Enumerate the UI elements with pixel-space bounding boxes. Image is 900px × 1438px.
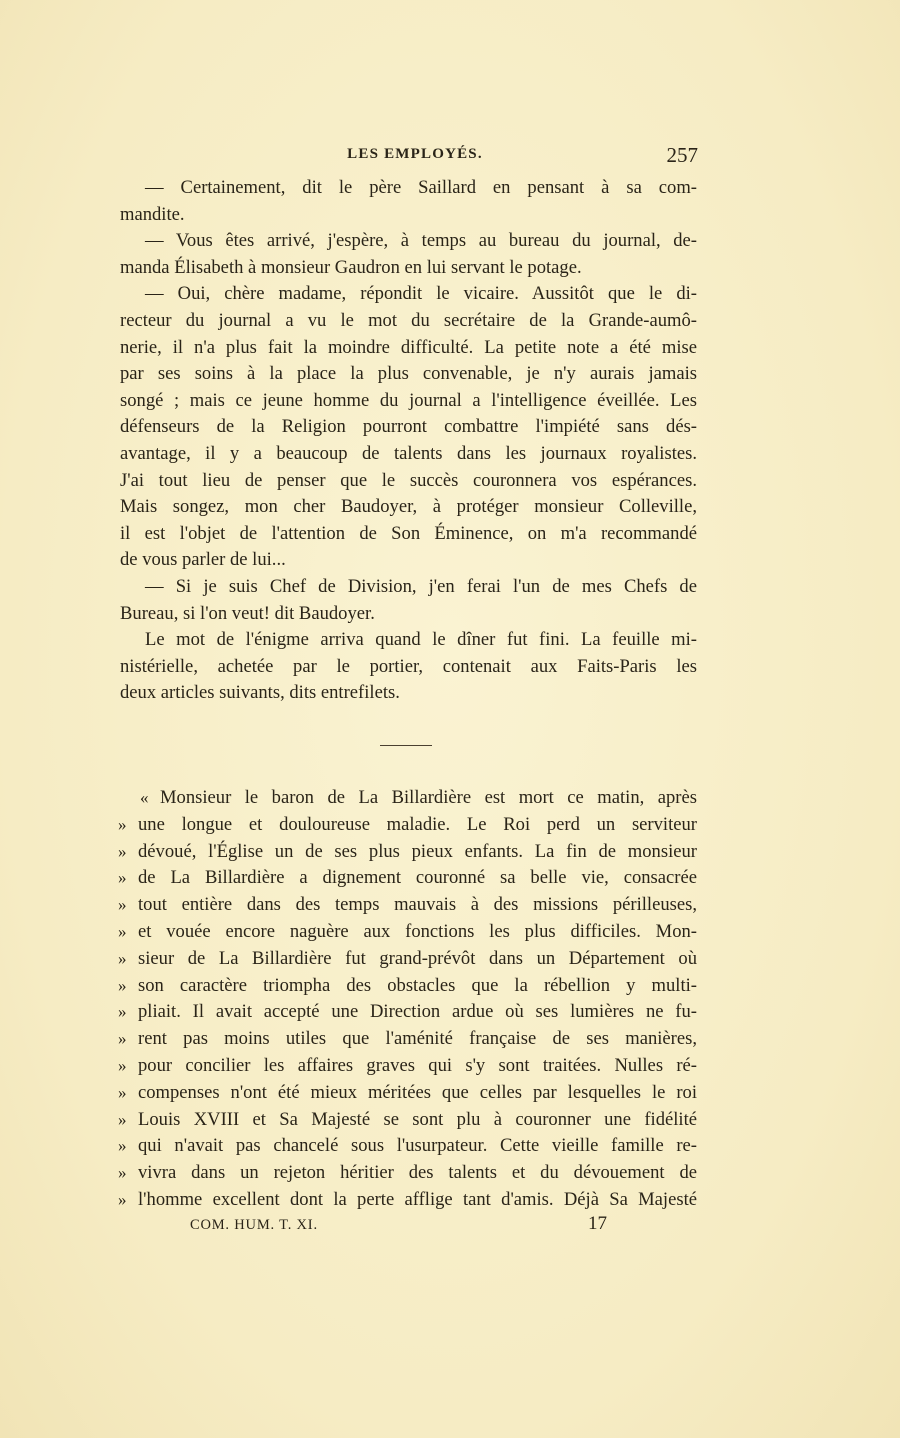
running-title: LES EMPLOYÉS. bbox=[347, 146, 483, 162]
section-divider bbox=[380, 745, 432, 746]
quote-line: de La Billardière a dignement couronné sa belle vie, consacrée bbox=[138, 867, 697, 889]
quote-mark: « bbox=[140, 788, 149, 807]
quote-mark: » bbox=[118, 814, 127, 834]
text-line: — Oui, chère madame, répondit le vicaire. Aussitôt que le di- bbox=[145, 283, 697, 305]
quote-mark: » bbox=[118, 1190, 127, 1209]
quote-mark: » bbox=[118, 1136, 127, 1156]
quote-mark: » bbox=[118, 1056, 127, 1075]
quote-line: une longue et douloureuse maladie. Le Roi perd un serviteur bbox=[138, 813, 697, 835]
quote-mark: » bbox=[118, 841, 127, 861]
footer-signature: COM. HUM. T. XI. bbox=[190, 1217, 318, 1233]
quote-line: son caractère triompha des obstacles que la rébellion y multi- bbox=[138, 974, 697, 996]
text-line: mandite. bbox=[120, 203, 185, 225]
quote-line: qui n'avait pas chancelé sous l'usurpateur. Cette vieille famille re- bbox=[138, 1135, 697, 1157]
text-line: défenseurs de la Religion pourront combattre l'impiété sans dés- bbox=[120, 416, 697, 438]
quote-line: rent pas moins utiles que l'aménité française de ses manières, bbox=[138, 1028, 697, 1050]
text-line: Bureau, si l'on veut! dit Baudoyer. bbox=[120, 602, 375, 624]
quote-mark: » bbox=[118, 975, 127, 995]
text-line: manda Élisabeth à monsieur Gaudron en lui servant le potage. bbox=[120, 256, 582, 278]
quote-line: tout entière dans des temps mauvais à des missions périlleuses, bbox=[138, 894, 697, 916]
quote-mark: » bbox=[118, 895, 127, 915]
quote-line: et vouée encore naguère aux fonctions les plus difficiles. Mon- bbox=[138, 921, 697, 942]
text-line: il est l'objet de l'attention de Son Éminence, on m'a recommandé bbox=[120, 522, 697, 544]
quote-mark: » bbox=[118, 1029, 127, 1049]
text-line: nerie, il n'a plus fait la moindre difficulté. La petite note a été mise bbox=[120, 336, 697, 358]
page-number: 257 bbox=[666, 143, 698, 167]
text-line: par ses soins à la place la plus convenable, je n'y aurais jamais bbox=[120, 363, 697, 385]
text-line: avantage, il y a beaucoup de talents dans les journaux royalistes. bbox=[120, 443, 697, 464]
quote-line: pour concilier les affaires graves qui s'y sont traitées. Nulles ré- bbox=[138, 1055, 697, 1076]
text-line: songé ; mais ce jeune homme du journal a l'intelligence éveillée. Les bbox=[120, 389, 697, 411]
text-line: — Vous êtes arrivé, j'espère, à temps au bureau du journal, de- bbox=[145, 230, 697, 252]
quote-mark: » bbox=[118, 948, 127, 968]
quote-mark: » bbox=[118, 1163, 127, 1183]
text-line: recteur du journal a vu le mot du secrétaire de la Grande-aumô- bbox=[120, 310, 697, 331]
quote-line: compenses n'ont été mieux méritées que celles par lesquelles le roi bbox=[138, 1081, 697, 1103]
quote-mark: » bbox=[118, 922, 127, 941]
quote-line: pliait. Il avait accepté une Direction ardue où ses lumières ne fu- bbox=[138, 1001, 697, 1023]
text-line: deux articles suivants, dits entrefilets. bbox=[120, 682, 400, 704]
text-line: Mais songez, mon cher Baudoyer, à protéger monsieur Colleville, bbox=[120, 496, 697, 518]
quote-line: dévoué, l'Église un de ses plus pieux enfants. La fin de monsieur bbox=[138, 840, 697, 862]
quote-line: l'homme excellent dont la perte afflige tant d'amis. Déjà Sa Majesté bbox=[138, 1189, 697, 1210]
text-line: — Si je suis Chef de Division, j'en ferai l'un de mes Chefs de bbox=[145, 576, 697, 597]
text-line: — Certainement, dit le père Saillard en pensant à sa com- bbox=[145, 177, 697, 198]
quote-line: vivra dans un rejeton héritier des talents et du dévouement de bbox=[138, 1162, 697, 1184]
quote-mark: » bbox=[118, 1002, 127, 1022]
quote-mark: » bbox=[118, 1082, 127, 1102]
footer-sheet-number: 17 bbox=[588, 1213, 607, 1234]
quote-line: sieur de La Billardière fut grand-prévôt dans un Département où bbox=[138, 947, 697, 969]
quote-mark: » bbox=[118, 1109, 127, 1129]
text-line: de vous parler de lui... bbox=[120, 549, 286, 571]
text-line: J'ai tout lieu de penser que le succès couronnera vos espérances. bbox=[120, 469, 697, 491]
text-line: nistérielle, achetée par le portier, contenait aux Faits-Paris les bbox=[120, 655, 697, 677]
text-line: Le mot de l'énigme arriva quand le dîner fut fini. La feuille mi- bbox=[145, 629, 697, 651]
quote-mark: » bbox=[118, 868, 127, 888]
quote-line: Louis XVIII et Sa Majesté se sont plu à couronner une fidélité bbox=[138, 1108, 697, 1130]
quote-line: Monsieur le baron de La Billardière est mort ce matin, après bbox=[160, 787, 697, 808]
